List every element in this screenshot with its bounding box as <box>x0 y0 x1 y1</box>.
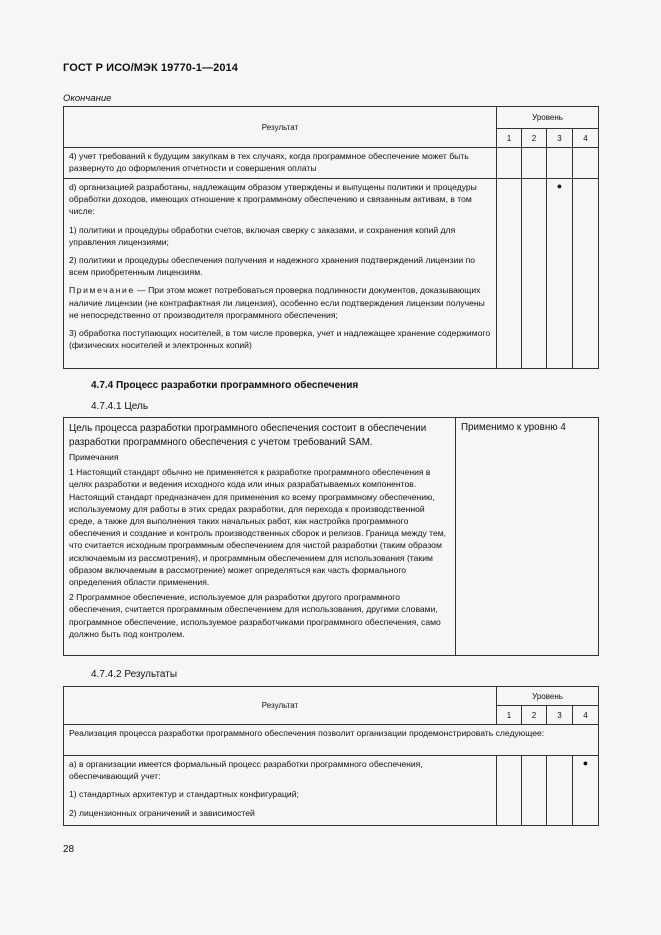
level-3-header: 3 <box>547 129 573 148</box>
applicability-cell: Применимо к уровню 4 <box>456 418 599 656</box>
level-4-mark: ● <box>573 756 599 826</box>
result-cell <box>64 756 497 826</box>
page-number: 28 <box>63 844 75 855</box>
table-row <box>64 148 599 179</box>
continuation-label: Окончание <box>63 93 112 104</box>
subsection-goal-title: 4.7.4.1 Цель <box>91 401 149 412</box>
goal-table <box>63 417 599 656</box>
level-1-header: 1 <box>497 129 522 148</box>
column-header-result: Результат <box>64 687 497 725</box>
level-4-header: 4 <box>573 129 599 148</box>
section-title: 4.7.4 Процесс разработки программного обеспечения <box>91 380 359 391</box>
column-header-level: Уровень <box>497 687 599 706</box>
results-table-2 <box>63 686 599 826</box>
level-2-header: 2 <box>522 706 547 725</box>
row-text: 4) учет требований к будущим закупкам в тех случаях, когда программное обеспечение может быть развернуто до оформления отчетности и совершения оплаты <box>69 151 469 174</box>
level-1-header: 1 <box>497 706 522 725</box>
level-3-header: 3 <box>547 706 573 725</box>
level-4-header: 4 <box>573 706 599 725</box>
note-2: 2 Программное обеспечение, используемое для разработки другого программного обеспечения, считается программным обеспечением для использования, другими словами, программное обеспечение, используемое разработчиками программного обеспечения, само должно быть под контролем. <box>69 592 441 639</box>
note-label: Примечание <box>69 285 135 296</box>
row-paragraph-3: 3) обработка поступающих носителей, в том числе проверка, учет и надлежащее хранение содержимого (физических носителей и электронных копий) <box>69 328 491 351</box>
column-header-result: Результат <box>64 107 497 148</box>
row-paragraph-a: а) в организации имеется формальный процесс разработки программного обеспечения, обеспечивающий учет: <box>69 759 423 782</box>
note-text: — При этом может потребоваться проверка подлинности документов, доказывающих наличие лицензии (не контрафактная ли лицензия), особенно если подтверждения лицензии получены не непосредственно от производителя программного обеспечения; <box>69 285 485 320</box>
goal-cell <box>64 418 456 656</box>
table-row <box>64 179 599 369</box>
row-paragraph-1: 1) политики и процедуры обработки счетов, включая сверку с заказами, и сохранения копий для управления лицензиями; <box>69 224 456 247</box>
row-paragraph-2: 2) лицензионных ограничений и зависимостей <box>69 807 255 818</box>
result-cell <box>64 148 497 179</box>
result-cell <box>64 179 497 369</box>
notes-label: Примечания <box>69 452 119 462</box>
row-paragraph-2: 2) политики и процедуры обеспечения получения и надежного хранения подтверждений лицензии по всем приобретенным лицензиям. <box>69 255 476 278</box>
intro-text: Реализация процесса разработки программного обеспечения позволит организации продемонстрировать следующее: <box>69 728 545 738</box>
goal-main-text: Цель процесса разработки программного обеспечения состоит в обеспечении разработки программного обеспечения с учетом требований SAM. <box>69 423 427 448</box>
level-3-mark: ● <box>547 179 573 369</box>
note-1: 1 Настоящий стандарт обычно не применяется к разработке программного обеспечения в целях разработки и ведения исходного кода или иных разрабатываемых компонентов. Настоящий стандарт предназначен для применения ко всему программному обеспечению, используемому для работы в этих средах разработки, для перехода к производственной среде, а также для выполнения таких начальных работ, как настройка программного обеспечения и создание и контроль производственных сборок и релизов. Граница между тем, что считается исходным программным обеспечением для чистой разработки (таким образом исключаемым из рассмотрения), и программным обеспечением для использования (таким образом включаемым в рассмотрение) может определяться как часть формального определения области применения. <box>69 467 447 588</box>
row-paragraph-d: d) организацией разработаны, надлежащим образом утверждены и выпущены политики и процедуры обработки доходов, имеющих отношение к программному обеспечению и связанным активам, в том числе: <box>69 182 477 217</box>
subsection-results-title: 4.7.4.2 Результаты <box>91 669 178 680</box>
goal-notes <box>64 451 455 647</box>
level-2-header: 2 <box>522 129 547 148</box>
intro-cell <box>64 725 599 756</box>
row-paragraph-1: 1) стандартных архитектур и стандартных конфигураций; <box>69 789 299 800</box>
column-header-level: Уровень <box>497 107 599 129</box>
table-row <box>64 756 599 826</box>
results-table-1 <box>63 106 599 369</box>
row-note <box>69 284 491 321</box>
document-header: ГОСТ Р ИСО/МЭК 19770-1—2014 <box>63 62 238 74</box>
table-row <box>64 725 599 756</box>
